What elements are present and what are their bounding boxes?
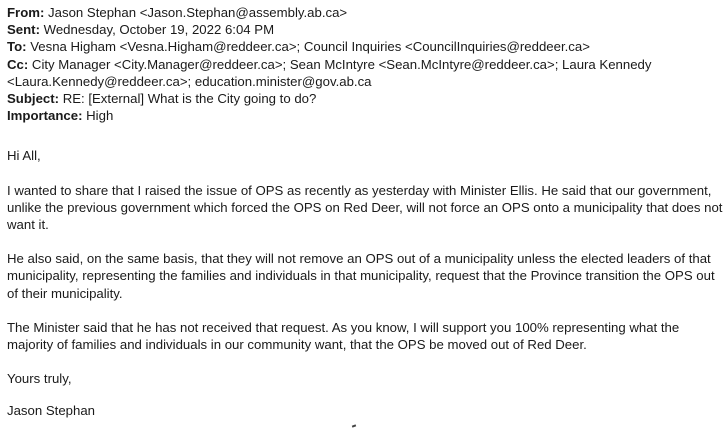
- importance-value: High: [86, 108, 114, 124]
- from-value: Jason Stephan <Jason.Stephan@assembly.ab.ca>: [48, 5, 348, 20]
- to-line: [7, 38, 723, 55]
- from-line: [7, 4, 723, 21]
- cc-value: City Manager <City.Manager@reddeer.ca>; Sean McIntyre <Sean.McIntyre@reddeer.ca>; Laura Kennedy <Laura.Kennedy@reddeer.ca>; education.minister@gov.ab.ca: [7, 56, 652, 89]
- greeting: Hi All,: [7, 148, 41, 164]
- email-header: [7, 4, 723, 124]
- cc-line: [7, 56, 723, 90]
- body-paragraph-1: I wanted to share that I raised the issue of OPS as recently as yesterday with Minister Ellis. He said that our government, unlike the previous government which forced the OPS on Red Deer, will not force an OPS onto a municipality that does not want it.: [7, 182, 723, 233]
- importance-label: Importance:: [7, 108, 83, 124]
- cc-label: Cc:: [7, 56, 29, 72]
- email-message: [7, 4, 723, 420]
- subject-line: [7, 90, 723, 107]
- subject-value: RE: [External] What is the City going to do?: [62, 91, 317, 107]
- from-label: From:: [7, 5, 45, 20]
- scan-mark: [352, 424, 356, 427]
- to-label: To:: [7, 39, 27, 55]
- sent-line: [7, 21, 723, 38]
- email-body: [7, 147, 723, 419]
- to-value: Vesna Higham <Vesna.Higham@reddeer.ca>; Council Inquiries <CouncilInquiries@reddeer.ca>: [30, 39, 590, 55]
- sent-label: Sent:: [7, 22, 40, 38]
- signature: Jason Stephan: [7, 403, 95, 419]
- body-paragraph-3: The Minister said that he has not received that request. As you know, I will support you 100% representing what the majority of families and individuals in our community want, that the OPS be moved out of Red Deer.: [7, 319, 680, 353]
- closing: Yours truly,: [7, 371, 72, 387]
- sent-value: Wednesday, October 19, 2022 6:04 PM: [43, 22, 275, 38]
- importance-line: [7, 107, 723, 124]
- body-paragraph-2: He also said, on the same basis, that they will not remove an OPS out of a municipality unless the elected leaders of that municipality, representing the families and individuals in that municipality, request that the Province transition the OPS out of their municipality.: [7, 251, 715, 301]
- subject-label: Subject:: [7, 91, 60, 107]
